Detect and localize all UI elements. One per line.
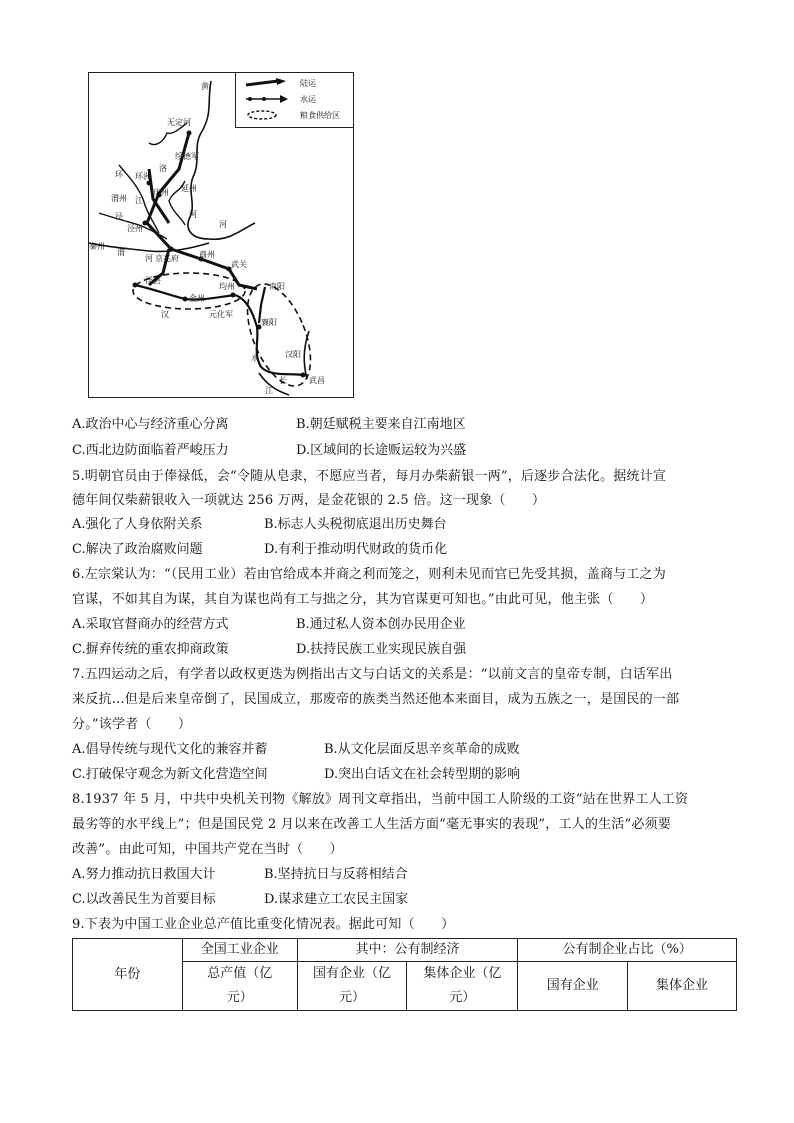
- map-legend: [235, 73, 354, 128]
- legend-water-label: 水运: [300, 95, 316, 104]
- legend-grain-label: 粮食供给区: [300, 111, 340, 120]
- map-label: 洋县: [145, 276, 161, 285]
- transport-map: [88, 72, 354, 398]
- q7-stem-line3: 分。”该学者（ ）: [72, 717, 192, 732]
- map-label: 襄阳: [261, 318, 277, 327]
- header-ratio: 公有制企业占比（%）: [518, 939, 737, 962]
- q6-option-c: C.摒弃传统的重农抑商政策: [72, 642, 229, 657]
- header-collective-line1: 集体企业（亿: [423, 966, 502, 981]
- map-label: 秦州: [89, 242, 105, 251]
- q5-option-c: C.解决了政治腐败问题: [72, 542, 203, 557]
- legend-land-row: [242, 77, 352, 91]
- legend-grain-row: [242, 109, 352, 123]
- q5-option-b: B.标志人头税彻底退出历史舞台: [264, 517, 447, 532]
- map-label: 商州: [199, 250, 215, 259]
- map-label: 延州: [181, 184, 197, 193]
- map-label: 江: [135, 196, 143, 205]
- q5-stem-line2: 德年间仅柴薪银收入一项就达 256 万两，是金花银的 2.5 倍。这一现象（ ）: [72, 493, 546, 508]
- q7-stem-line2: 来反抗…但是后来皇帝倒了，民国成立，那废帝的族类当然还他本来面目，成为五族之一，是国民的一部: [72, 692, 680, 707]
- map-label: 渭: [117, 248, 125, 257]
- q4-option-d: D.区域间的长途贩运较为兴盛: [296, 443, 467, 458]
- map-label: 河: [189, 210, 197, 219]
- q7-option-c: C.打破保守观念为新文化营造空间: [72, 767, 268, 782]
- header-year: 年份: [73, 939, 183, 1011]
- map-label: 长: [279, 376, 287, 385]
- q6-option-a: A.采取官督商办的经营方式: [72, 617, 229, 632]
- q7-option-d: D.突出白话文在社会转型期的影响: [324, 767, 521, 782]
- header-ratio-state: 国有企业: [518, 962, 628, 1011]
- q4-option-b: B.朝廷赋税主要来自江南地区: [296, 417, 466, 432]
- map-label: 元化军: [209, 310, 233, 319]
- q7-option-a: A.倡导传统与现代文化的兼容并蓄: [72, 742, 268, 757]
- map-label: 河: [145, 254, 153, 263]
- q5-option-a: A.强化了人身依附关系: [72, 517, 203, 532]
- q4-option-c: C.西北边防面临着严峻压力: [72, 443, 229, 458]
- header-total-2-line: 总产值（亿: [207, 966, 273, 981]
- map-label: 武昌: [309, 376, 325, 385]
- q5-stem-line1: 5.明朝官员由于俸禄低，会“令随从皂隶，不愿应当者，每月办柴薪银一两”，后逐步合法化。据统计宣: [72, 469, 667, 484]
- legend-land-label: 陆运: [300, 79, 316, 88]
- header-total-3-line: 元）: [226, 990, 253, 1005]
- q8-stem-line2: 最劣等的水平线上”；但是国民党 2 月以来在改善工人生活方面“毫无事实的表现”，工人的生活“必须要: [72, 817, 671, 832]
- header-state-line1: 国有企业（亿: [313, 966, 392, 981]
- map-label: 黄: [201, 82, 209, 91]
- header-total-2: [182, 962, 297, 1011]
- header-state: [297, 962, 407, 1011]
- map-label: 泾州: [127, 224, 143, 233]
- map-label: 京兆府: [155, 254, 179, 263]
- map-label: 均州: [219, 282, 235, 291]
- map-label: 江: [265, 386, 273, 395]
- q5-option-d: D.有利于推动明代财政的货币化: [264, 542, 448, 557]
- header-collective-line2: 元）: [449, 990, 476, 1005]
- map-label: 水: [251, 354, 259, 363]
- land-route-icon: [242, 77, 292, 89]
- grain-area-icon: [242, 109, 292, 121]
- map-label: 泾: [115, 212, 123, 221]
- legend-water-row: [242, 93, 352, 107]
- q8-option-d: D.谋求建立工农民主国家: [264, 892, 409, 907]
- q8-option-b: B.坚持抗日与反蒋相结合: [264, 867, 408, 882]
- q6-stem-line2: 官谋，不如其自为谋，其自为谋也尚有工与拙之分，其为官谋更可知也。”由此可见，他主张（ ）: [72, 592, 654, 607]
- map-label: 金州: [189, 294, 205, 303]
- q7-stem-line1: 7.五四运动之后，有学者以政权更迭为例指出古文与白话文的关系是：“以前文言的皇帝专制，白话军出: [72, 667, 673, 682]
- industry-output-table: [72, 938, 737, 1011]
- map-label: 武关: [231, 260, 247, 269]
- q8-option-a: A.努力推动抗日救国大计: [72, 867, 216, 882]
- q8-option-c: C.以改善民生为首要目标: [72, 892, 216, 907]
- q6-option-d: D.扶持民族工业实现民族自强: [296, 642, 467, 657]
- q7-option-b: B.从文化层面反思辛亥革命的成败: [324, 742, 520, 757]
- map-label: 汉: [161, 310, 169, 319]
- map-label: 环洲: [135, 172, 151, 181]
- map-label: 洛: [159, 164, 167, 173]
- map-label: 南阳: [269, 282, 285, 291]
- map-label: 汉阳: [285, 350, 301, 359]
- map-label: 环: [115, 170, 123, 179]
- map-label: 绥德军: [175, 152, 199, 161]
- header-state-line2: 元）: [339, 990, 366, 1005]
- q4-option-a: A.政治中心与经济重心分离: [72, 417, 229, 432]
- q6-stem-line1: 6.左宗棠认为：“（民用工业）若由官给成本并商之利而笼之，则利未见而官已先受其损，盖商与工之为: [72, 567, 666, 582]
- map-label: 渭州: [111, 194, 127, 203]
- header-ratio-collective: 集体企业: [628, 962, 737, 1011]
- q8-stem-line3: 改善”。由此可知，中国共产党在当时（ ）: [72, 842, 343, 857]
- q6-option-b: B.通过私人资本创办民用企业: [296, 617, 466, 632]
- map-label: 河: [219, 220, 227, 229]
- header-public: 其中：公有制经济: [297, 939, 518, 962]
- q8-stem-line1: 8.1937 年 5 月，中共中央机关刊物《解放》周刊文章指出，当前中国工人阶级的工资“站在世界工人工资: [72, 792, 689, 807]
- map-label: 无定河: [167, 118, 191, 127]
- water-route-icon: [242, 93, 292, 105]
- map-label: 庆州: [153, 188, 169, 197]
- header-collective: [407, 962, 518, 1011]
- q9-stem-line1: 9.下表为中国工业企业总产值比重变化情况表。据此可知（ ）: [72, 917, 455, 932]
- header-total-1: 全国工业企业: [182, 939, 297, 962]
